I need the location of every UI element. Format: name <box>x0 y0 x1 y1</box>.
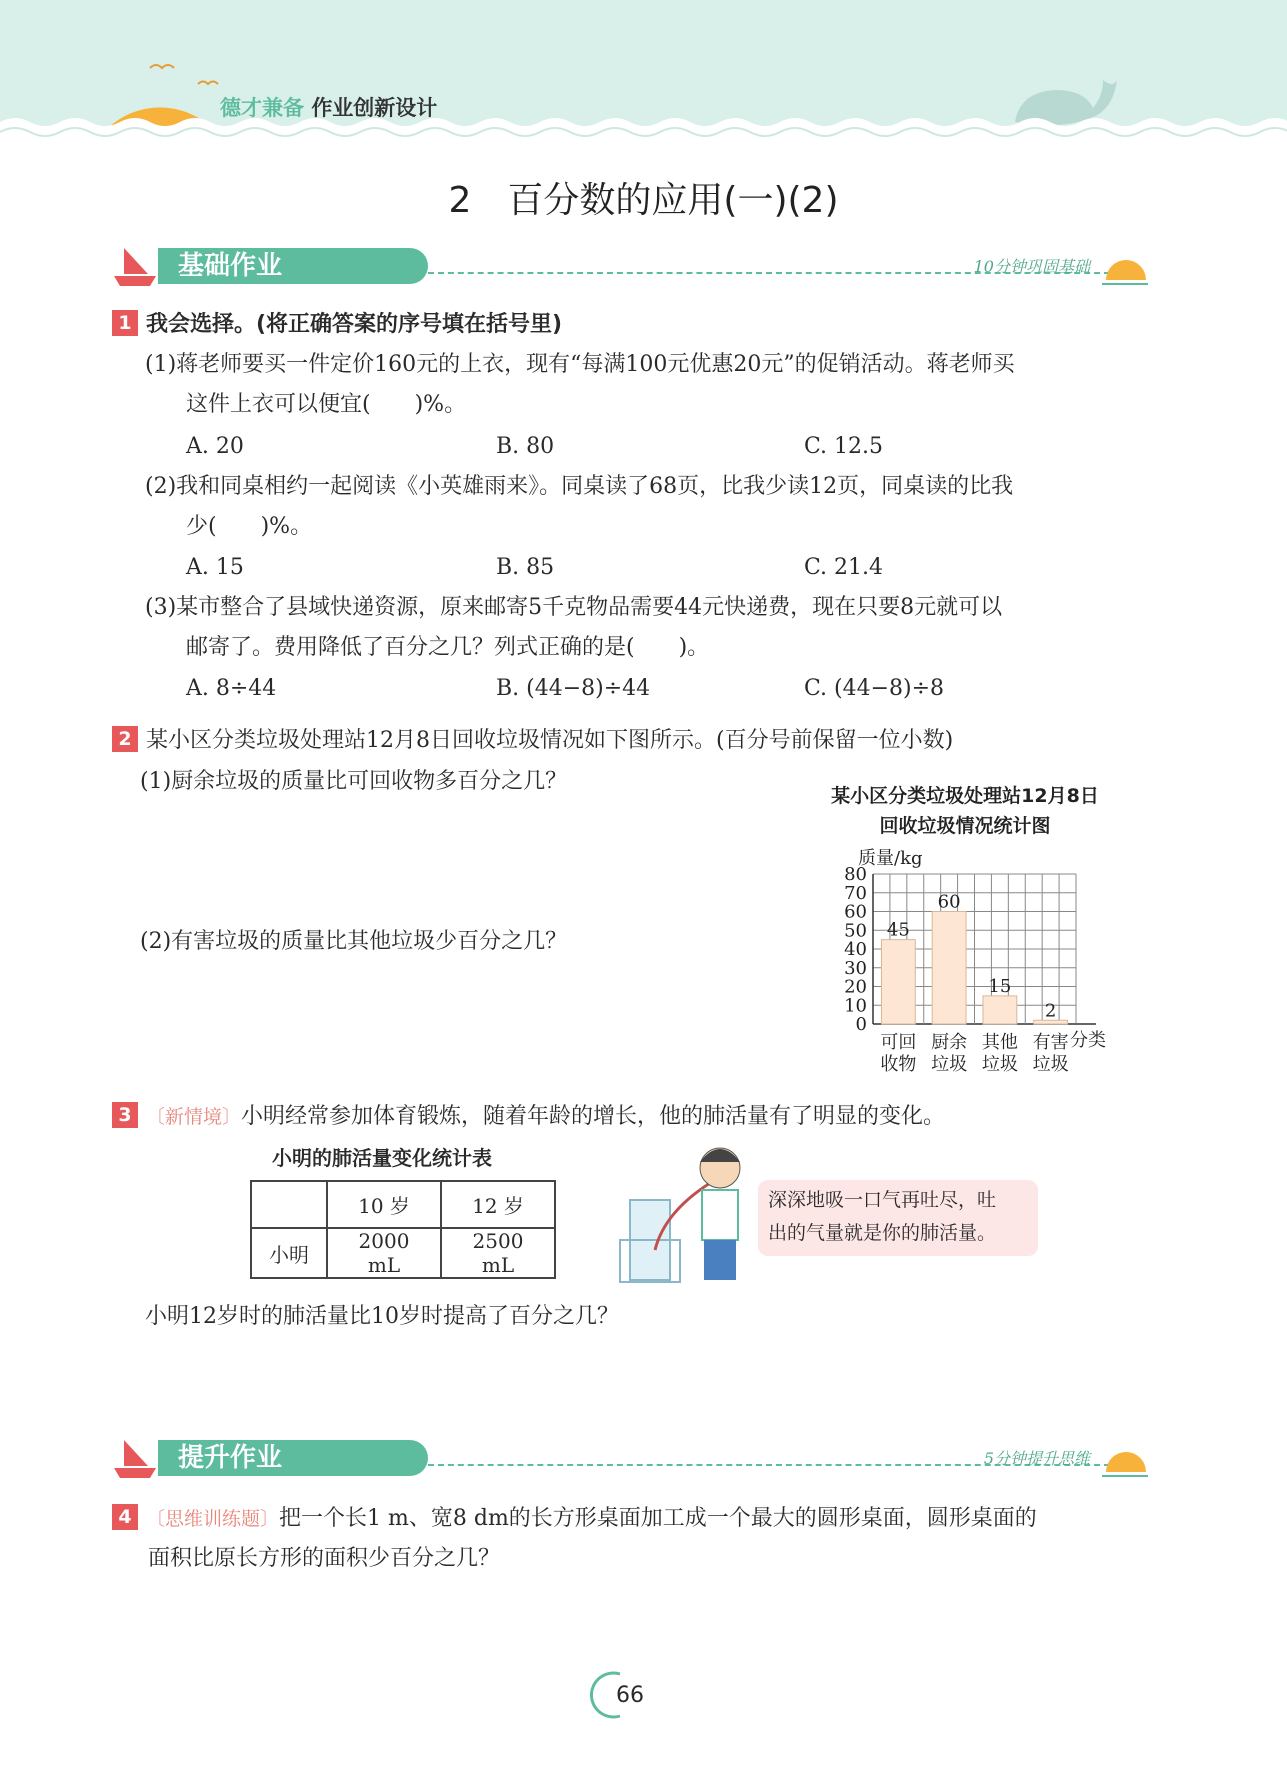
choice-c[interactable]: C. 21.4 <box>804 555 884 580</box>
x-tick-label: 垃圾 <box>931 1054 968 1075</box>
table-header-cell: 12 岁 <box>441 1181 555 1228</box>
y-tick-label: 40 <box>844 939 867 960</box>
choice-b[interactable]: B. 85 <box>496 555 555 580</box>
y-tick-label: 70 <box>844 882 867 904</box>
page-number: 66 <box>616 1683 644 1708</box>
q2-sub2: (2)有害垃圾的质量比其他垃圾少百分之几？ <box>140 929 568 954</box>
q2-sub1: (1)厨余垃圾的质量比可回收物多百分之几？ <box>140 769 568 794</box>
bubble-line2: 出的气量就是你的肺活量。 <box>768 1222 997 1244</box>
chart-title: 某小区分类垃圾处理站12月8日 <box>831 785 1099 807</box>
x-tick-label: 垃圾 <box>1032 1054 1069 1075</box>
question-text: 把一个长1 m、宽8 dm的长方形桌面加工成一个最大的圆形桌面，圆形桌面的 <box>279 1506 1037 1531</box>
context-tag: 〔新情境〕 <box>146 1106 242 1128</box>
sunset-icon <box>1100 1442 1150 1482</box>
q1-part1-line1: (1)蒋老师要买一件定价160元的上衣，现有“每满100元优惠20元”的促销活动。蒋老师买 <box>145 352 1015 377</box>
sailboat-icon <box>110 244 160 290</box>
question-text: 小明经常参加体育锻炼，随着年龄的增长，他的肺活量有了明显的变化。 <box>241 1104 946 1129</box>
table-header-row <box>251 1181 555 1228</box>
choice-a[interactable]: A. 8÷44 <box>186 676 277 701</box>
chart-subtitle: 回收垃圾情况统计图 <box>879 815 1051 837</box>
y-axis-label: 质量/kg <box>858 848 923 869</box>
section-tag: 10分钟巩固基础 <box>973 257 1090 276</box>
question-text: 我会选择。(将正确答案的序号填在括号里) <box>146 312 563 337</box>
bar <box>983 996 1017 1024</box>
choice-b[interactable]: B. 80 <box>496 434 555 459</box>
data-label: 15 <box>988 975 1012 997</box>
bar <box>932 912 966 1025</box>
bird-icon <box>150 65 174 68</box>
y-tick-label: 60 <box>844 901 867 923</box>
y-tick-label: 30 <box>844 957 867 979</box>
section-tag: 5分钟提升思维 <box>983 1449 1090 1468</box>
question-4-stem <box>112 1504 1037 1534</box>
data-label: 45 <box>886 919 910 941</box>
question-3-stem <box>112 1102 945 1132</box>
bar-chart <box>800 778 1140 1078</box>
question-number: 4 <box>112 1504 138 1530</box>
section-basic-header <box>110 244 1150 294</box>
table-cell: 2500 mL <box>441 1228 555 1278</box>
x-tick-label: 其他 <box>981 1032 1018 1053</box>
brand-subtitle: 作业创新设计 <box>311 96 438 120</box>
bubble-line1: 深深地吸一口气再吐尽，吐 <box>768 1189 997 1211</box>
brand-title <box>220 92 437 122</box>
table-title: 小明的肺活量变化统计表 <box>272 1146 492 1170</box>
data-label: 2 <box>1044 1000 1057 1022</box>
q1-part2-line2: 少( )%。 <box>186 514 313 539</box>
section-label: 提升作业 <box>158 1440 428 1476</box>
table-corner-cell <box>251 1181 327 1228</box>
y-tick-label: 20 <box>844 976 867 998</box>
choice-c[interactable]: C. (44−8)÷8 <box>804 676 945 701</box>
table-cell: 2000 mL <box>327 1228 441 1278</box>
question-text: 某小区分类垃圾处理站12月8日回收垃圾情况如下图所示。(百分号前保留一位小数) <box>146 728 954 753</box>
x-axis-label: 分类 <box>1070 1030 1106 1051</box>
speech-bubble <box>758 1180 1038 1256</box>
boy-spirometer-illustration <box>600 1140 750 1290</box>
q3-question: 小明12岁时的肺活量比10岁时提高了百分之几？ <box>145 1304 619 1329</box>
q4-line2: 面积比原长方形的面积少百分之几？ <box>148 1546 501 1571</box>
choice-c[interactable]: C. 12.5 <box>804 434 884 459</box>
y-tick-label: 80 <box>844 864 867 885</box>
data-label: 60 <box>937 891 961 913</box>
x-tick-label: 垃圾 <box>981 1054 1018 1075</box>
bird-icon <box>198 82 218 85</box>
sailboat-icon <box>110 1436 160 1482</box>
y-tick-label: 0 <box>855 1014 867 1035</box>
lung-capacity-table <box>250 1180 556 1279</box>
choice-b[interactable]: B. (44−8)÷44 <box>496 676 651 701</box>
x-tick-label: 有害 <box>1032 1032 1069 1053</box>
question-number: 3 <box>112 1102 138 1128</box>
q1-part2-line1: (2)我和同桌相约一起阅读《小英雄雨来》。同桌读了68页，比我少读12页，同桌读的比我 <box>145 474 1014 499</box>
table-header-cell: 10 岁 <box>327 1181 441 1228</box>
section-label: 基础作业 <box>158 248 428 284</box>
bar <box>881 940 915 1024</box>
y-tick-label: 50 <box>844 920 867 942</box>
q1-part3-line2: 邮寄了。费用降低了百分之几？列式正确的是( )。 <box>186 635 710 660</box>
question-1-stem <box>112 310 562 340</box>
page-title: 2 百分数的应用(一)(2) <box>448 180 839 221</box>
x-tick-label: 厨余 <box>931 1032 968 1053</box>
choice-a[interactable]: A. 15 <box>186 555 244 580</box>
wave-border <box>0 112 1287 152</box>
table-row-label: 小明 <box>251 1228 327 1278</box>
q1-part3-line1: (3)某市整合了县域快递资源，原来邮寄5千克物品需要44元快递费，现在只要8元就可以 <box>145 595 1003 620</box>
x-tick-label: 可回 <box>880 1032 917 1053</box>
x-tick-label: 收物 <box>880 1054 917 1075</box>
context-tag: 〔思维训练题〕 <box>146 1508 280 1530</box>
question-number: 1 <box>112 310 138 336</box>
question-number: 2 <box>112 726 138 752</box>
question-2-stem <box>112 726 953 756</box>
brand-name: 德才兼备 <box>220 96 304 120</box>
sunset-icon <box>1100 250 1150 290</box>
table-row <box>251 1228 555 1278</box>
section-advanced-header <box>110 1436 1150 1486</box>
choice-a[interactable]: A. 20 <box>186 434 244 459</box>
y-tick-label: 10 <box>844 995 867 1017</box>
page-header <box>0 0 1287 150</box>
q1-part1-line2: 这件上衣可以便宜( )%。 <box>186 392 467 417</box>
